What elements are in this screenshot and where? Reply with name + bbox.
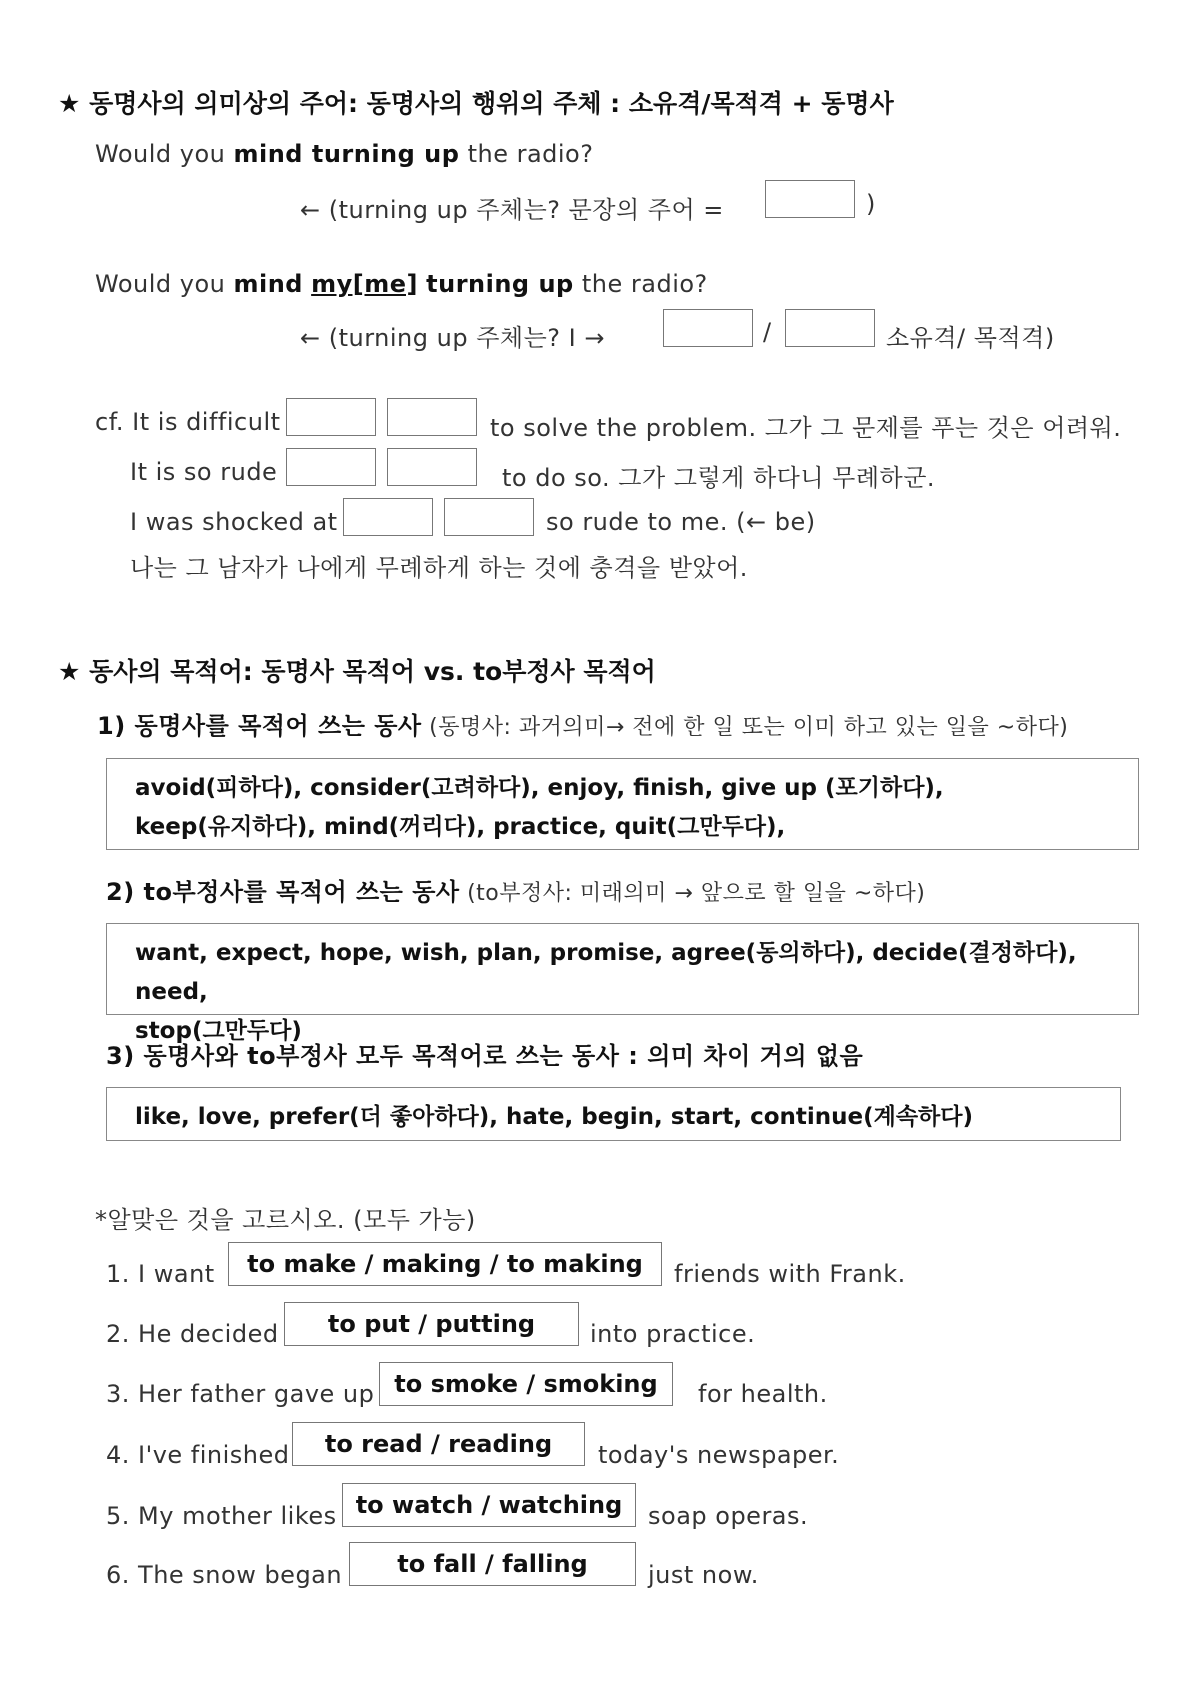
- choice-box-6[interactable]: to fall / falling: [349, 1542, 636, 1586]
- exercise-item-3-pre: 3. Her father gave up: [106, 1380, 375, 1408]
- exercise-item-6-post: just now.: [648, 1561, 759, 1589]
- note-2-slash: /: [763, 318, 772, 346]
- answer-blank[interactable]: [343, 498, 433, 536]
- exercise-item-5-post: soap operas.: [648, 1502, 809, 1530]
- cf-line-3: I was shocked at: [130, 508, 338, 536]
- exercise-item-1-pre: 1. I want: [106, 1260, 215, 1288]
- exercise-item-5-pre: 5. My mother likes: [106, 1502, 337, 1530]
- cf-line-1-after: to solve the problem. 그가 그 문제를 푸는 것은 어려워.: [490, 414, 1122, 442]
- cf-line-2: It is so rude: [130, 458, 278, 486]
- answer-blank[interactable]: [286, 398, 376, 436]
- verb-list-box-3: like, love, prefer(더 좋아하다), hate, begin, start, continue(계속하다): [106, 1087, 1121, 1141]
- exercise-item-3-post: for health.: [698, 1380, 828, 1408]
- cf-line-2-after: to do so. 그가 그렇게 하다니 무례하군.: [502, 464, 936, 492]
- choice-box-4[interactable]: to read / reading: [292, 1422, 585, 1466]
- answer-blank[interactable]: [286, 448, 376, 486]
- sub-heading-2: 2) to부정사를 목적어 쓰는 동사 (to부정사: 미래의미 → 앞으로 할 일을 ~하다): [106, 878, 926, 906]
- answer-blank[interactable]: [387, 398, 477, 436]
- section1-heading: ★ 동명사의 의미상의 주어: 동명사의 행위의 주체 : 소유격/목적격 + 동명사: [58, 89, 894, 118]
- cf-line-1: cf. It is difficult: [95, 408, 281, 436]
- answer-blank[interactable]: [765, 180, 855, 218]
- exercise-item-2-pre: 2. He decided: [106, 1320, 279, 1348]
- choice-box-1[interactable]: to make / making / to making: [228, 1242, 662, 1286]
- exercise-item-1-post: friends with Frank.: [674, 1260, 906, 1288]
- cf-line-3-korean: 나는 그 남자가 나에게 무례하게 하는 것에 충격을 받았어.: [130, 554, 748, 582]
- choice-box-3[interactable]: to smoke / smoking: [379, 1362, 673, 1406]
- cf-line-3-after: so rude to me. (← be): [546, 508, 816, 536]
- note-1: ← (turning up 주체는? 문장의 주어 =: [300, 196, 724, 224]
- section2-heading: ★ 동사의 목적어: 동명사 목적어 vs. to부정사 목적어: [58, 657, 656, 686]
- verb-list-box-2: want, expect, hope, wish, plan, promise, agree(동의하다), decide(결정하다), need, stop(그만두다): [106, 923, 1139, 1015]
- answer-blank[interactable]: [663, 309, 753, 347]
- answer-blank[interactable]: [387, 448, 477, 486]
- exercise-item-2-post: into practice.: [590, 1320, 756, 1348]
- note-1-close: ): [866, 190, 876, 218]
- example-2: Would you mind my[me] turning up the radio?: [95, 270, 708, 298]
- choice-box-5[interactable]: to watch / watching: [342, 1483, 636, 1527]
- exercise-item-4-post: today's newspaper.: [598, 1441, 840, 1469]
- choice-box-2[interactable]: to put / putting: [284, 1302, 579, 1346]
- note-2-tail: 소유격/ 목적격): [886, 324, 1055, 352]
- answer-blank[interactable]: [444, 498, 534, 536]
- answer-blank[interactable]: [785, 309, 875, 347]
- exercise-item-4-pre: 4. I've finished: [106, 1441, 290, 1469]
- note-2: ← (turning up 주체는? I →: [300, 324, 605, 352]
- sub-heading-3: 3) 동명사와 to부정사 모두 목적어로 쓰는 동사 : 의미 차이 거의 없음: [106, 1042, 864, 1070]
- exercise-title: *알맞은 것을 고르시오. (모두 가능): [95, 1206, 476, 1234]
- verb-list-box-1: avoid(피하다), consider(고려하다), enjoy, finish, give up (포기하다), keep(유지하다), mind(꺼리다), practice, quit(그만두다),: [106, 758, 1139, 850]
- exercise-item-6-pre: 6. The snow began: [106, 1561, 343, 1589]
- sub-heading-1: 1) 동명사를 목적어 쓰는 동사 (동명사: 과거의미→ 전에 한 일 또는 이미 하고 있는 일을 ~하다): [97, 712, 1069, 740]
- example-1: Would you mind turning up the radio?: [95, 140, 594, 168]
